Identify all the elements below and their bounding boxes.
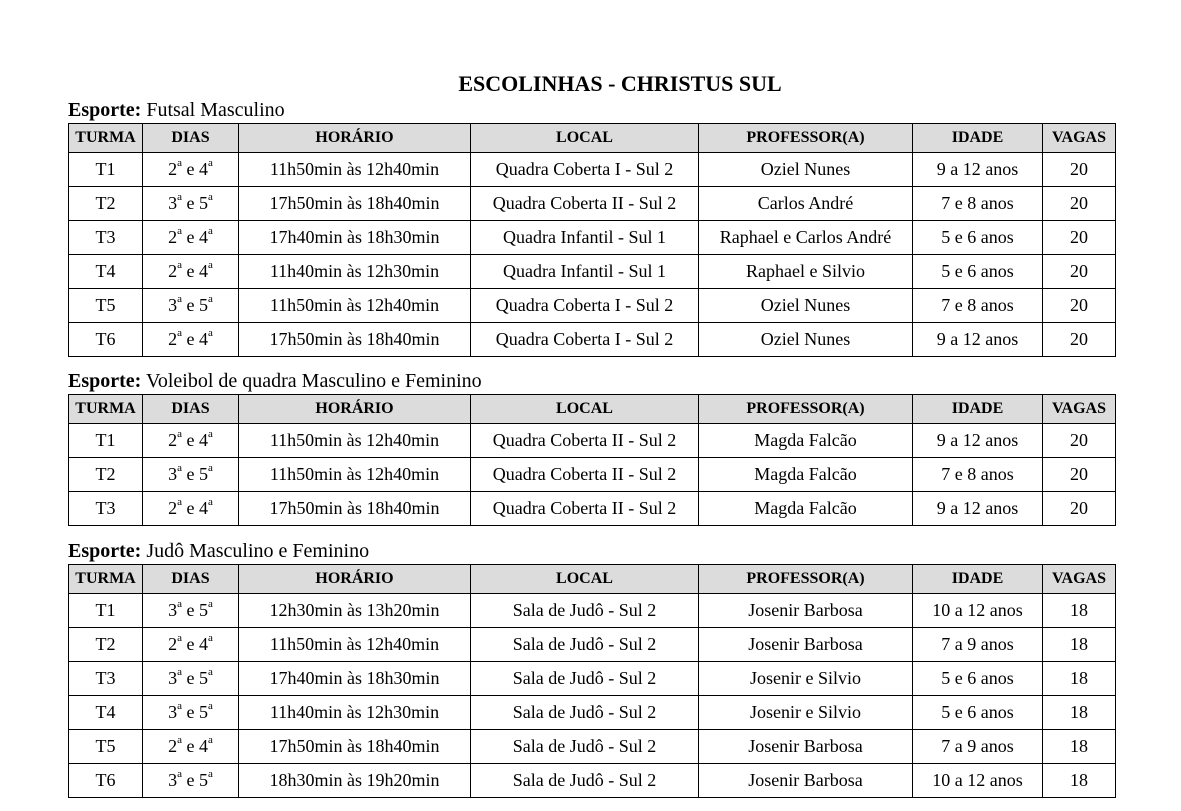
ordinal-mark: a xyxy=(177,157,182,169)
day-second: 5 xyxy=(199,702,208,722)
cell-horario: 11h50min às 12h40min xyxy=(239,153,471,187)
column-header-horario: HORÁRIO xyxy=(239,395,471,424)
cell-local: Quadra Coberta II - Sul 2 xyxy=(471,424,699,458)
ordinal-mark: a xyxy=(177,700,182,712)
cell-dias xyxy=(143,424,239,458)
day-first: 2 xyxy=(168,261,178,281)
ordinal-mark: a xyxy=(208,496,213,508)
ordinal-mark: a xyxy=(208,428,213,440)
cell-vagas: 20 xyxy=(1043,289,1116,323)
column-header-dias: DIAS xyxy=(143,124,239,153)
day-joiner: e xyxy=(186,227,195,247)
day-joiner: e xyxy=(186,329,195,349)
day-first: 3 xyxy=(168,770,178,790)
cell-professor: Josenir Barbosa xyxy=(699,730,913,764)
cell-professor: Magda Falcão xyxy=(699,424,913,458)
sport-section xyxy=(68,368,1115,526)
day-second: 5 xyxy=(199,295,208,315)
table-row xyxy=(69,187,1116,221)
day-first: 2 xyxy=(168,498,178,518)
table-header-row xyxy=(69,395,1116,424)
cell-turma: T4 xyxy=(69,696,143,730)
cell-dias xyxy=(143,730,239,764)
cell-vagas: 18 xyxy=(1043,594,1116,628)
day-first: 2 xyxy=(168,159,178,179)
ordinal-mark: a xyxy=(177,666,182,678)
day-second: 5 xyxy=(199,770,208,790)
cell-turma: T2 xyxy=(69,187,143,221)
cell-dias xyxy=(143,221,239,255)
table-row xyxy=(69,221,1116,255)
day-second: 4 xyxy=(199,227,208,247)
cell-idade: 10 a 12 anos xyxy=(913,594,1043,628)
table-row xyxy=(69,255,1116,289)
table-row xyxy=(69,662,1116,696)
ordinal-mark: a xyxy=(208,462,213,474)
column-header-vagas: VAGAS xyxy=(1043,395,1116,424)
day-first: 3 xyxy=(168,193,178,213)
cell-turma: T6 xyxy=(69,323,143,357)
day-second: 4 xyxy=(199,498,208,518)
sport-label-key: Esporte: xyxy=(68,370,142,392)
column-header-idade: IDADE xyxy=(913,395,1043,424)
cell-dias xyxy=(143,153,239,187)
sport-label-key: Esporte: xyxy=(68,99,142,121)
sport-label-value: Voleibol de quadra Masculino e Feminino xyxy=(145,370,482,392)
day-joiner: e xyxy=(186,193,195,213)
table-row xyxy=(69,594,1116,628)
cell-vagas: 18 xyxy=(1043,628,1116,662)
day-joiner: e xyxy=(186,295,195,315)
cell-local: Quadra Coberta I - Sul 2 xyxy=(471,289,699,323)
cell-local: Sala de Judô - Sul 2 xyxy=(471,764,699,798)
cell-local: Quadra Coberta I - Sul 2 xyxy=(471,153,699,187)
day-joiner: e xyxy=(186,736,195,756)
day-joiner: e xyxy=(186,430,195,450)
ordinal-mark: a xyxy=(177,598,182,610)
cell-horario: 17h40min às 18h30min xyxy=(239,221,471,255)
ordinal-mark: a xyxy=(177,496,182,508)
table-row xyxy=(69,764,1116,798)
cell-turma: T2 xyxy=(69,628,143,662)
cell-local: Sala de Judô - Sul 2 xyxy=(471,730,699,764)
cell-professor: Carlos André xyxy=(699,187,913,221)
cell-vagas: 20 xyxy=(1043,187,1116,221)
cell-dias xyxy=(143,255,239,289)
cell-turma: T6 xyxy=(69,764,143,798)
ordinal-mark: a xyxy=(208,734,213,746)
cell-horario: 12h30min às 13h20min xyxy=(239,594,471,628)
day-joiner: e xyxy=(186,600,195,620)
cell-horario: 17h50min às 18h40min xyxy=(239,187,471,221)
ordinal-mark: a xyxy=(177,293,182,305)
cell-turma: T3 xyxy=(69,221,143,255)
sport-section xyxy=(68,97,1115,357)
day-second: 4 xyxy=(199,634,208,654)
ordinal-mark: a xyxy=(177,191,182,203)
cell-horario: 11h40min às 12h30min xyxy=(239,696,471,730)
column-header-professor: PROFESSOR(A) xyxy=(699,395,913,424)
cell-vagas: 20 xyxy=(1043,323,1116,357)
column-header-dias: DIAS xyxy=(143,395,239,424)
cell-local: Quadra Coberta II - Sul 2 xyxy=(471,492,699,526)
cell-professor: Raphael e Silvio xyxy=(699,255,913,289)
column-header-turma: TURMA xyxy=(69,395,143,424)
cell-idade: 9 a 12 anos xyxy=(913,492,1043,526)
cell-vagas: 20 xyxy=(1043,153,1116,187)
table-row xyxy=(69,289,1116,323)
column-header-professor: PROFESSOR(A) xyxy=(699,124,913,153)
cell-vagas: 18 xyxy=(1043,662,1116,696)
sport-label-value: Judô Masculino e Feminino xyxy=(146,540,370,562)
schedule-table xyxy=(68,394,1116,526)
cell-professor: Josenir e Silvio xyxy=(699,662,913,696)
column-header-vagas: VAGAS xyxy=(1043,565,1116,594)
cell-dias xyxy=(143,492,239,526)
page-title: ESCOLINHAS - CHRISTUS SUL xyxy=(458,71,782,96)
column-header-turma: TURMA xyxy=(69,124,143,153)
cell-horario: 17h50min às 18h40min xyxy=(239,492,471,526)
day-joiner: e xyxy=(186,159,195,179)
cell-idade: 7 a 9 anos xyxy=(913,628,1043,662)
ordinal-mark: a xyxy=(177,225,182,237)
day-joiner: e xyxy=(186,261,195,281)
day-second: 4 xyxy=(199,261,208,281)
cell-vagas: 18 xyxy=(1043,764,1116,798)
ordinal-mark: a xyxy=(177,734,182,746)
cell-local: Sala de Judô - Sul 2 xyxy=(471,594,699,628)
cell-professor: Josenir e Silvio xyxy=(699,696,913,730)
table-header-row xyxy=(69,124,1116,153)
cell-horario: 11h50min às 12h40min xyxy=(239,628,471,662)
day-first: 2 xyxy=(168,227,178,247)
day-first: 3 xyxy=(168,464,178,484)
sport-section xyxy=(68,538,1115,798)
column-header-local: LOCAL xyxy=(471,395,699,424)
cell-dias xyxy=(143,458,239,492)
column-header-horario: HORÁRIO xyxy=(239,124,471,153)
cell-idade: 7 a 9 anos xyxy=(913,730,1043,764)
day-joiner: e xyxy=(186,668,195,688)
ordinal-mark: a xyxy=(208,632,213,644)
cell-local: Quadra Infantil - Sul 1 xyxy=(471,255,699,289)
day-first: 2 xyxy=(168,634,178,654)
cell-professor: Magda Falcão xyxy=(699,458,913,492)
cell-turma: T5 xyxy=(69,289,143,323)
day-second: 4 xyxy=(199,430,208,450)
column-header-dias: DIAS xyxy=(143,565,239,594)
table-row xyxy=(69,492,1116,526)
cell-dias xyxy=(143,628,239,662)
day-second: 5 xyxy=(199,600,208,620)
column-header-local: LOCAL xyxy=(471,565,699,594)
column-header-vagas: VAGAS xyxy=(1043,124,1116,153)
cell-idade: 7 e 8 anos xyxy=(913,458,1043,492)
ordinal-mark: a xyxy=(208,259,213,271)
ordinal-mark: a xyxy=(208,225,213,237)
cell-dias xyxy=(143,696,239,730)
ordinal-mark: a xyxy=(177,428,182,440)
cell-vagas: 20 xyxy=(1043,492,1116,526)
cell-turma: T5 xyxy=(69,730,143,764)
cell-dias xyxy=(143,323,239,357)
cell-horario: 17h50min às 18h40min xyxy=(239,323,471,357)
cell-horario: 11h40min às 12h30min xyxy=(239,255,471,289)
ordinal-mark: a xyxy=(208,293,213,305)
table-row xyxy=(69,730,1116,764)
column-header-local: LOCAL xyxy=(471,124,699,153)
cell-idade: 9 a 12 anos xyxy=(913,323,1043,357)
cell-vagas: 20 xyxy=(1043,424,1116,458)
column-header-turma: TURMA xyxy=(69,565,143,594)
cell-horario: 18h30min às 19h20min xyxy=(239,764,471,798)
cell-vagas: 20 xyxy=(1043,221,1116,255)
cell-idade: 5 e 6 anos xyxy=(913,221,1043,255)
day-second: 4 xyxy=(199,159,208,179)
ordinal-mark: a xyxy=(208,157,213,169)
cell-idade: 5 e 6 anos xyxy=(913,255,1043,289)
cell-horario: 11h50min às 12h40min xyxy=(239,289,471,323)
cell-professor: Oziel Nunes xyxy=(699,289,913,323)
column-header-idade: IDADE xyxy=(913,565,1043,594)
table-row xyxy=(69,696,1116,730)
ordinal-mark: a xyxy=(208,327,213,339)
day-second: 4 xyxy=(199,736,208,756)
cell-horario: 11h50min às 12h40min xyxy=(239,424,471,458)
cell-horario: 17h40min às 18h30min xyxy=(239,662,471,696)
cell-professor: Josenir Barbosa xyxy=(699,594,913,628)
day-joiner: e xyxy=(186,634,195,654)
table-row xyxy=(69,424,1116,458)
cell-idade: 9 a 12 anos xyxy=(913,153,1043,187)
cell-turma: T1 xyxy=(69,153,143,187)
ordinal-mark: a xyxy=(177,327,182,339)
ordinal-mark: a xyxy=(208,666,213,678)
cell-idade: 9 a 12 anos xyxy=(913,424,1043,458)
cell-turma: T2 xyxy=(69,458,143,492)
sport-label xyxy=(68,368,1115,394)
cell-professor: Josenir Barbosa xyxy=(699,628,913,662)
column-header-horario: HORÁRIO xyxy=(239,565,471,594)
day-first: 3 xyxy=(168,668,178,688)
table-row xyxy=(69,458,1116,492)
sport-label-value: Futsal Masculino xyxy=(146,99,285,121)
cell-dias xyxy=(143,289,239,323)
cell-vagas: 20 xyxy=(1043,255,1116,289)
sport-label-key: Esporte: xyxy=(68,540,142,562)
cell-local: Quadra Infantil - Sul 1 xyxy=(471,221,699,255)
cell-dias xyxy=(143,187,239,221)
day-joiner: e xyxy=(186,464,195,484)
ordinal-mark: a xyxy=(208,768,213,780)
day-joiner: e xyxy=(186,702,195,722)
cell-professor: Josenir Barbosa xyxy=(699,764,913,798)
ordinal-mark: a xyxy=(208,191,213,203)
cell-local: Quadra Coberta II - Sul 2 xyxy=(471,458,699,492)
day-first: 2 xyxy=(168,430,178,450)
cell-local: Sala de Judô - Sul 2 xyxy=(471,696,699,730)
cell-idade: 7 e 8 anos xyxy=(913,289,1043,323)
day-first: 3 xyxy=(168,702,178,722)
cell-professor: Oziel Nunes xyxy=(699,323,913,357)
day-second: 5 xyxy=(199,668,208,688)
cell-idade: 5 e 6 anos xyxy=(913,696,1043,730)
cell-idade: 10 a 12 anos xyxy=(913,764,1043,798)
table-row xyxy=(69,153,1116,187)
ordinal-mark: a xyxy=(177,768,182,780)
cell-turma: T1 xyxy=(69,594,143,628)
day-joiner: e xyxy=(186,498,195,518)
cell-turma: T4 xyxy=(69,255,143,289)
ordinal-mark: a xyxy=(177,632,182,644)
cell-horario: 11h50min às 12h40min xyxy=(239,458,471,492)
cell-turma: T3 xyxy=(69,662,143,696)
column-header-idade: IDADE xyxy=(913,124,1043,153)
cell-idade: 7 e 8 anos xyxy=(913,187,1043,221)
cell-turma: T1 xyxy=(69,424,143,458)
day-first: 2 xyxy=(168,736,178,756)
cell-professor: Oziel Nunes xyxy=(699,153,913,187)
cell-dias xyxy=(143,764,239,798)
day-joiner: e xyxy=(186,770,195,790)
day-first: 3 xyxy=(168,600,178,620)
day-second: 5 xyxy=(199,464,208,484)
day-second: 4 xyxy=(199,329,208,349)
cell-local: Quadra Coberta I - Sul 2 xyxy=(471,323,699,357)
cell-turma: T3 xyxy=(69,492,143,526)
schedule-table xyxy=(68,123,1116,357)
ordinal-mark: a xyxy=(208,700,213,712)
table-row xyxy=(69,628,1116,662)
ordinal-mark: a xyxy=(177,462,182,474)
cell-vagas: 18 xyxy=(1043,696,1116,730)
table-header-row xyxy=(69,565,1116,594)
sport-label xyxy=(68,97,1115,123)
cell-vagas: 20 xyxy=(1043,458,1116,492)
cell-local: Sala de Judô - Sul 2 xyxy=(471,628,699,662)
ordinal-mark: a xyxy=(177,259,182,271)
day-first: 3 xyxy=(168,295,178,315)
day-second: 5 xyxy=(199,193,208,213)
cell-professor: Raphael e Carlos André xyxy=(699,221,913,255)
schedule-table xyxy=(68,564,1116,798)
cell-professor: Magda Falcão xyxy=(699,492,913,526)
cell-dias xyxy=(143,662,239,696)
sport-label xyxy=(68,538,1115,564)
cell-dias xyxy=(143,594,239,628)
table-row xyxy=(69,323,1116,357)
day-first: 2 xyxy=(168,329,178,349)
cell-idade: 5 e 6 anos xyxy=(913,662,1043,696)
column-header-professor: PROFESSOR(A) xyxy=(699,565,913,594)
ordinal-mark: a xyxy=(208,598,213,610)
cell-local: Sala de Judô - Sul 2 xyxy=(471,662,699,696)
cell-vagas: 18 xyxy=(1043,730,1116,764)
cell-horario: 17h50min às 18h40min xyxy=(239,730,471,764)
cell-local: Quadra Coberta II - Sul 2 xyxy=(471,187,699,221)
